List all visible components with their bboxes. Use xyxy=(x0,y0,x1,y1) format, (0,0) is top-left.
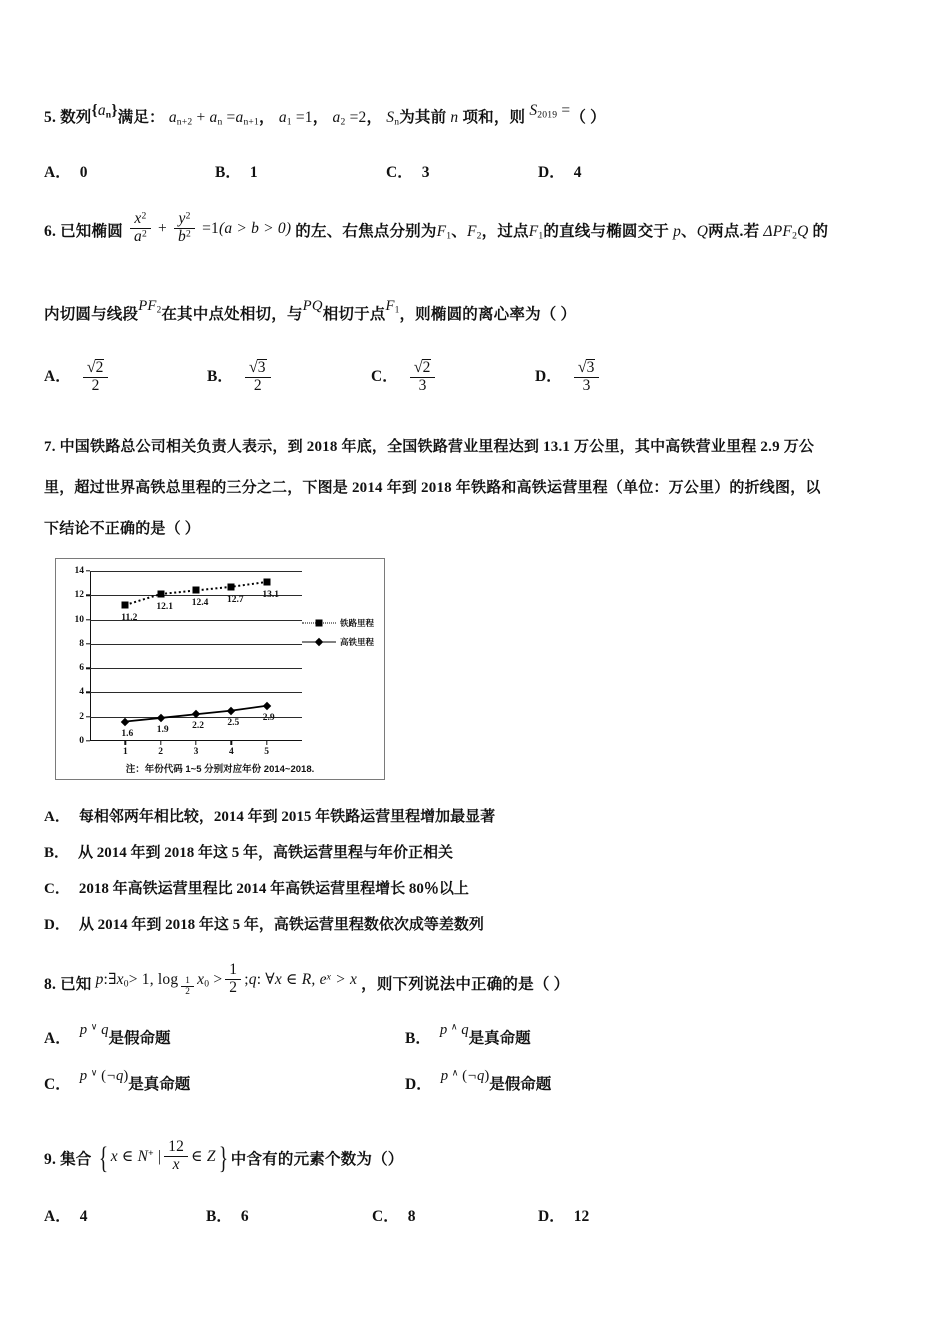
question-7-line-3 xyxy=(44,519,200,539)
q8-option-d-label: D． xyxy=(405,1076,432,1093)
q5-S2019: $S_{2019}$ = xyxy=(529,102,571,121)
chart-y-tick-label: 2 xyxy=(79,711,84,722)
q5-option-c-label: C． xyxy=(386,164,413,181)
q7-option-d-text: 从 2014 年到 2018 年这 5 年，高铁运营里程数依次成等差数列 xyxy=(78,917,484,933)
q9-option-c[interactable] xyxy=(372,1204,415,1226)
q9-stem-b: 中含有的元素个数为（） xyxy=(230,1150,404,1168)
question-7-line-2 xyxy=(44,478,821,498)
q9-option-c-text: 8 xyxy=(407,1208,416,1225)
chart-data-label: 2.9 xyxy=(262,712,275,723)
legend-label-railway: 铁路里程 xyxy=(340,618,375,628)
q6-stem-f: 、 xyxy=(681,222,697,240)
q6-P: p xyxy=(673,222,682,240)
q9-set-notation: { x ∈ N+ | $\frac{12}{x}$ ∈ Z} xyxy=(98,1138,228,1176)
q6-option-a-fraction: $\frac{√2}{2}$ xyxy=(83,359,109,394)
chart-data-label: 1.9 xyxy=(156,724,169,735)
q9-option-d-label: D． xyxy=(538,1208,565,1225)
q9-option-b-text: 6 xyxy=(240,1208,249,1225)
chart-x-tick-label: 2 xyxy=(158,747,164,757)
q9-option-a-label: A． xyxy=(44,1208,71,1225)
chart-x-tick-label: 4 xyxy=(228,747,234,757)
q6-option-b[interactable] xyxy=(207,360,274,395)
q5-stem-c: 为其前 xyxy=(399,109,447,126)
q6-F1-b: $F_1$ xyxy=(528,222,544,242)
q6-option-a-label: A． xyxy=(44,368,71,386)
q7-option-c-label: C． xyxy=(44,881,70,897)
q9-number: 9. xyxy=(44,1150,57,1168)
q6-option-d-label: D． xyxy=(535,368,562,386)
q8-option-c-label: C． xyxy=(44,1076,71,1093)
q6-stem-a: 已知椭圆 xyxy=(60,222,123,240)
chart-legend xyxy=(302,617,374,655)
q6-option-c[interactable] xyxy=(371,360,438,395)
chart-x-tick-mark xyxy=(231,741,232,745)
q6-F2: $F_2$ xyxy=(466,222,482,242)
q5-option-a-text: 0 xyxy=(79,164,88,181)
q6-line2-b: 在其中点处相切，与 xyxy=(161,306,303,323)
q5-n: n xyxy=(450,109,459,126)
q8-option-a-label: A． xyxy=(44,1030,71,1047)
chart-y-tick-label: 4 xyxy=(79,687,84,698)
q8-stem-a: 已知 xyxy=(60,975,92,993)
q6-option-b-fraction: $\frac{√3}{2}$ xyxy=(245,359,271,394)
q6-PF2: $PF_2$ xyxy=(138,298,162,315)
chart-plot-area xyxy=(74,565,302,757)
q5-recurrence: $a_{n+2} + a_n =a_{n+1}$ xyxy=(168,109,260,128)
q6-line2-c: 相切于点 xyxy=(322,306,386,323)
q9-option-b-label: B． xyxy=(206,1208,232,1225)
q5-option-d-label: D． xyxy=(538,164,565,181)
q5-option-d-text: 4 xyxy=(573,164,582,181)
chart-x-tick-mark xyxy=(125,741,126,745)
q7-option-b[interactable] xyxy=(44,841,453,862)
q8-stem-b: ，则下列说法中正确的是（ ） xyxy=(361,975,570,993)
q5-paren: （ ） xyxy=(570,109,606,126)
chart-y-tick-label: 10 xyxy=(74,614,84,625)
chart-x-tick-label: 5 xyxy=(264,747,270,757)
q8-option-c[interactable] xyxy=(44,1067,191,1094)
q5-stem-b: 满足： xyxy=(117,109,165,126)
q6-ellipse-equation: $\frac{x^2}{a^2}$ + $\frac{y^2}{b^2}$ =1(a > b > 0) xyxy=(127,220,295,237)
q7-line1: 中国铁路总公司相关负责人表示，到 2018 年底，全国铁路营业里程达到 13.1 万公里，其中高铁营业里程 2.9 万公 xyxy=(59,439,815,455)
q7-option-d-label: D． xyxy=(44,917,70,933)
chart-x-tick-mark xyxy=(195,741,196,745)
q6-stem-h: 的 xyxy=(812,222,829,240)
q6-option-b-label: B． xyxy=(207,368,233,386)
q7-option-c[interactable] xyxy=(44,877,469,898)
chart-x-tick-mark xyxy=(266,741,267,745)
q6-stem-g: 两点.若 xyxy=(708,222,760,240)
q6-line2-a: 内切圆与线段 xyxy=(44,306,139,323)
q7-option-a-text: 每相邻两年相比较，2014 年到 2015 年铁路运营里程增加最显著 xyxy=(78,809,496,825)
q8-option-b-text: 是真命题 xyxy=(468,1030,531,1047)
q8-option-a[interactable] xyxy=(44,1021,171,1048)
q5-option-b-label: B． xyxy=(215,164,241,181)
chart-x-tick-label: 3 xyxy=(193,747,199,757)
chart-data-point xyxy=(122,602,129,609)
q5-option-d[interactable] xyxy=(538,160,581,182)
q7-number: 7. xyxy=(44,439,56,455)
q6-stem-d: ，过点 xyxy=(481,222,529,240)
q6-number: 6. xyxy=(44,222,57,240)
q7-option-b-label: B． xyxy=(44,845,70,861)
chart-y-tick-label: 8 xyxy=(79,638,84,649)
chart-y-tick-label: 6 xyxy=(79,662,84,673)
chart-data-point xyxy=(228,583,235,590)
q8-number: 8. xyxy=(44,975,57,993)
chart-x-tick-label: 1 xyxy=(122,747,128,757)
legend-key-diamond-solid-icon xyxy=(302,638,336,647)
q5-option-a[interactable] xyxy=(44,160,87,182)
q5-a2: $a_2 =2$ xyxy=(332,109,367,128)
q7-option-a[interactable] xyxy=(44,805,495,826)
chart-data-point xyxy=(263,578,270,585)
q9-option-b[interactable] xyxy=(206,1204,249,1226)
q6-PQ: PQ xyxy=(302,298,323,314)
q8-option-b[interactable] xyxy=(405,1021,531,1048)
q7-option-a-label: A． xyxy=(44,809,70,825)
q5-number: 5. xyxy=(44,109,57,126)
q7-line2: 里，超过世界高铁总里程的三分之二，下图是 2014 年到 2018 年铁路和高铁运营里程（单位：万公里）的折线图，以 xyxy=(44,480,821,496)
q9-option-d-text: 12 xyxy=(573,1208,590,1225)
chart-data-label: 2.5 xyxy=(227,717,240,728)
q6-stem-c: 、 xyxy=(451,222,467,240)
question-5-stem: 5. 数列$\{a_n\}$满足： $a_{n+2} + a_n =a_{n+1}$， $a_1 =1$， $a_2 =2$， $S_n$为其前 n 项和，则 $S_{2019}$ =（ ） xyxy=(44,102,606,128)
q5-option-b[interactable] xyxy=(215,160,258,182)
chart-y-tick-label: 0 xyxy=(79,735,84,746)
q5-stem-a: 数列 xyxy=(60,109,92,126)
q5-option-c[interactable] xyxy=(386,160,429,182)
chart-data-label: 12.4 xyxy=(191,598,209,609)
q6-Q: Q xyxy=(696,222,709,240)
question-8-stem xyxy=(44,961,570,1002)
chart-y-tick-label: 14 xyxy=(74,565,84,576)
q6-option-a[interactable] xyxy=(44,360,111,395)
q7-option-b-text: 从 2014 年到 2018 年这 5 年，高铁运营里程与年价正相关 xyxy=(78,845,454,861)
question-6-stem-line-2 xyxy=(44,298,577,326)
q5-Sn: $S_n$ xyxy=(386,109,400,128)
q9-option-d[interactable] xyxy=(538,1204,589,1226)
question-7-line-1 xyxy=(44,437,814,457)
chart-y-tick-label: 12 xyxy=(74,590,84,601)
chart-data-point xyxy=(157,591,164,598)
q9-option-a-text: 4 xyxy=(79,1208,88,1225)
chart-data-label: 12.7 xyxy=(227,594,244,605)
chart-data-label: 2.2 xyxy=(192,721,204,732)
chart-data-label: 1.6 xyxy=(121,728,134,739)
q8-option-a-text: 是假命题 xyxy=(108,1030,171,1047)
question-6-stem-line-1 xyxy=(44,210,829,249)
q5-option-a-label: A． xyxy=(44,164,71,181)
q8-option-b-label: B． xyxy=(405,1030,431,1047)
q6-option-c-fraction: $\frac{√2}{3}$ xyxy=(410,359,436,394)
q5-option-c-text: 3 xyxy=(421,164,430,181)
q7-line3: 下结论不正确的是（ ） xyxy=(44,521,200,537)
q5-stem-d: 项和，则 xyxy=(462,109,526,126)
q7-option-c-text: 2018 年高铁运营里程比 2014 年高铁运营里程增长 80％以上 xyxy=(78,881,469,897)
q9-option-a[interactable] xyxy=(44,1204,87,1226)
q5-option-b-text: 1 xyxy=(249,164,258,181)
q9-option-c-label: C． xyxy=(372,1208,399,1225)
railway-mileage-line-chart xyxy=(55,558,385,780)
chart-note: 注：年份代码 1~5 分别对应年份 2014~2018. xyxy=(125,764,315,775)
legend-item-railway xyxy=(302,617,374,629)
q6-option-c-label: C． xyxy=(371,368,398,386)
question-9-stem xyxy=(44,1138,404,1177)
q6-F1: $F_1$ xyxy=(436,222,452,242)
q8-option-b-expr: p ∧ q xyxy=(439,1021,469,1038)
chart-data-label: 12.1 xyxy=(156,602,173,613)
q8-proposition-expression: $p:\exists x_0> 1$, log $\frac{1}{2}$ $x_0$ > $\frac{1}{2}$ ;q: ∀x ∈ R, $e^x > x$ xyxy=(95,961,358,997)
q6-stem-b: 的左、右焦点分别为 xyxy=(295,222,437,240)
q8-option-d-text: 是假命题 xyxy=(489,1076,552,1093)
legend-key-square-dotted-icon xyxy=(302,619,336,628)
q8-option-d[interactable] xyxy=(405,1067,552,1094)
q6-option-d-fraction: $\frac{√3}{3}$ xyxy=(574,359,600,394)
chart-data-point xyxy=(193,587,200,594)
chart-data-label: 11.2 xyxy=(121,613,138,623)
q5-sequence-notation: $\{a_n\}$ xyxy=(91,102,118,121)
q9-stem-a: 集合 xyxy=(60,1150,92,1168)
q7-option-d[interactable] xyxy=(44,913,484,934)
legend-item-highspeed xyxy=(302,636,374,648)
chart-data-label: 13.1 xyxy=(262,589,279,600)
q5-a1: $a_1 =1$ xyxy=(278,109,313,128)
chart-x-tick-mark xyxy=(160,741,161,745)
q8-option-c-expr: p ∨ (¬q) xyxy=(79,1067,129,1084)
q6-triangle: $\Delta PF_2Q$ xyxy=(763,222,809,242)
q6-stem-e: 的直线与椭圆交于 xyxy=(543,222,670,240)
q8-option-d-expr: p ∧ (¬q) xyxy=(440,1067,490,1084)
q6-F1-c: $F_1$ xyxy=(385,298,400,315)
q6-line2-d: ，则椭圆的离心率为（ ） xyxy=(399,306,577,323)
q6-option-d[interactable] xyxy=(535,360,602,395)
q8-option-c-text: 是真命题 xyxy=(128,1076,191,1093)
q8-option-a-expr: p ∨ q xyxy=(79,1021,109,1038)
legend-label-highspeed: 高铁里程 xyxy=(340,637,375,647)
